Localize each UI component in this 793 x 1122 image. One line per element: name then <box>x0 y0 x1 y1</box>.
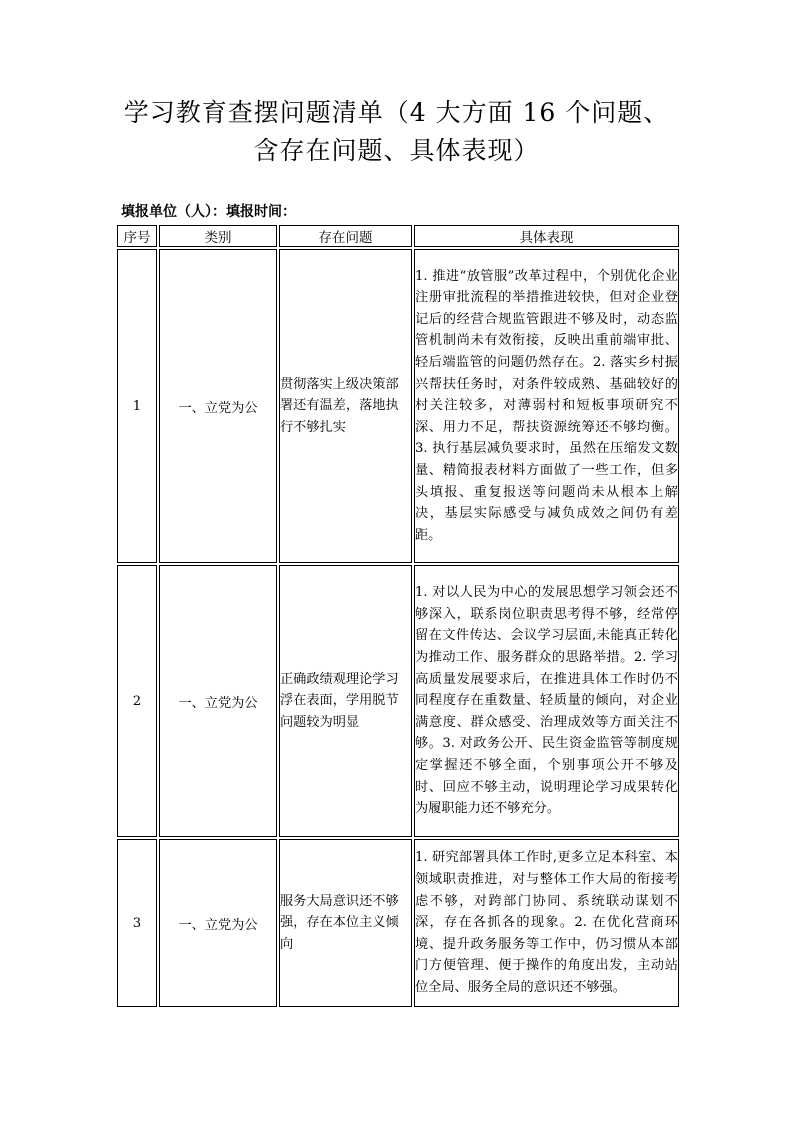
row-detail: 1. 研究部署具体工作时,更多立足本科室、本领域职责推进，对与整体工作大局的衔接考虑不够，对跨部门协同、系统联动谋划不深，存在各抓各的现象。2. 在优化营商环境、提升政务服务等工作中，仍习惯从本部门方便管理、便于操作的角度出发，主动站位全局、服务全局的意识还不够强。 <box>414 839 679 1007</box>
row-category: 一、立党为公 <box>159 249 277 563</box>
row-seq: 1 <box>117 249 157 563</box>
table-row <box>117 565 679 837</box>
table-row <box>117 839 679 1007</box>
row-category: 一、立党为公 <box>159 565 277 837</box>
header-detail: 具体表现 <box>414 225 679 247</box>
title-line-2: 含存在问题、具体表现） <box>253 136 540 165</box>
row-seq: 2 <box>117 565 157 837</box>
fill-in-label: 填报单位（人）：填报时间： <box>121 204 296 220</box>
row-issue: 贯彻落实上级决策部署还有温差，落地执行不够扎实 <box>279 249 412 563</box>
issue-table <box>115 223 681 1009</box>
header-category: 类别 <box>159 225 277 247</box>
row-detail: 1. 对以人民为中心的发展思想学习领会还不够深入，联系岗位职责思考得不够，经常停留在文件传达、会议学习层面,未能真正转化为推动工作、服务群众的思路举措。2. 学习高质量发展要求后，在推进具体工作时仍不同程度存在重数量、轻质量的倾向，对企业满意度、群众感受、治理成效等方面关注不够。3. 对政务公开、民生资金监管等制度规定掌握还不够全面，个别事项公开不够及时、回应不够主动，说明理论学习成果转化为履职能力还不够充分。 <box>414 565 679 837</box>
row-issue: 正确政绩观理论学习浮在表面，学用脱节问题较为明显 <box>279 565 412 837</box>
row-seq: 3 <box>117 839 157 1007</box>
title-line-1: 学习教育查摆问题清单（4 大方面 16 个问题、 <box>123 98 670 127</box>
row-issue: 服务大局意识还不够强，存在本位主义倾向 <box>279 839 412 1007</box>
table-row <box>117 249 679 563</box>
table-header-row <box>117 225 679 247</box>
header-issue: 存在问题 <box>279 225 412 247</box>
row-detail: 1. 推进“放管服”改革过程中，个别优化企业注册审批流程的举措推进较快，但对企业登记后的经营合规监管跟进不够及时，动态监管机制尚未有效衔接，反映出重前端审批、轻后端监管的问题仍然存在。2. 落实乡村振兴帮扶任务时，对条件较成熟、基础较好的村关注较多，对薄弱村和短板事项研究不深、用力不足，帮扶资源统筹还不够均衡。3. 执行基层减负要求时，虽然在压缩发文数量、精简报表材料方面做了一些工作，但多头填报、重复报送等问题尚未从根本上解决，基层实际感受与减负成效之间仍有差距。 <box>414 249 679 563</box>
document-title <box>100 94 693 170</box>
header-seq: 序号 <box>117 225 157 247</box>
row-category: 一、立党为公 <box>159 839 277 1007</box>
